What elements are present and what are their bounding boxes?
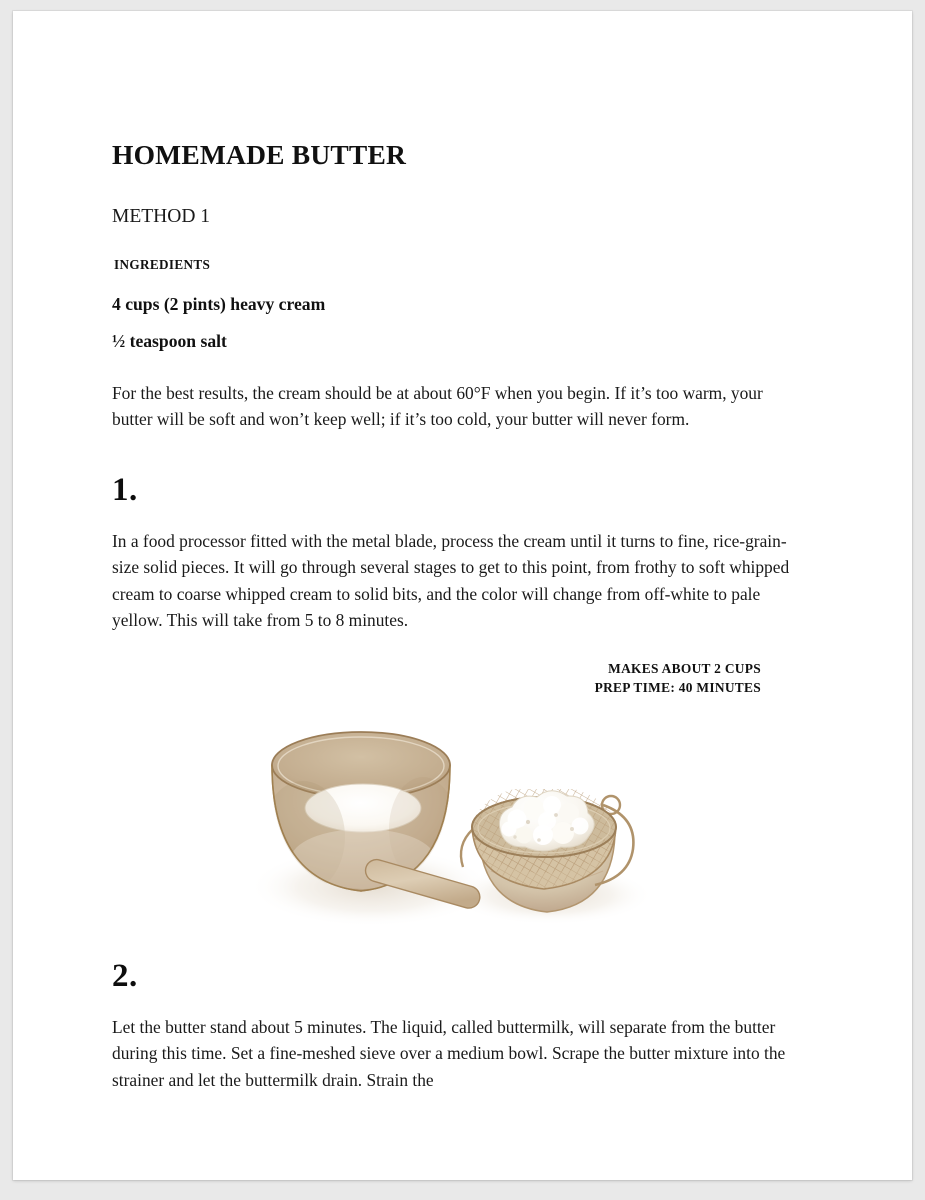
step-number: 1.	[112, 471, 138, 508]
step-text: In a food processor fitted with the metal blade, process the cream until it turns to fine, rice-grain-size solid pieces. It will go through several stages to get to this point, from frothy to soft whipped cream to coarse whipped cream to solid bits, and the color will change from off-white to pale yellow. This will take from 5 to 8 minutes.	[112, 530, 790, 631]
ingredient-item: 4 cups (2 pints) heavy cream	[112, 293, 326, 314]
yield-text: MAKES ABOUT 2 CUPS	[608, 660, 761, 676]
prep-time-text: PREP TIME: 40 MINUTES	[594, 679, 761, 695]
recipe-content	[112, 139, 809, 1093]
intro-note: For the best results, the cream should be at about 60°F when you begin. If it’s too warm, your butter will be soft and won’t keep well; if it’s too cold, your butter will never form.	[112, 382, 763, 430]
page-title: HOMEMADE BUTTER	[112, 139, 407, 170]
method-label: METHOD 1	[112, 205, 211, 227]
illustration-container	[112, 709, 809, 944]
recipe-step	[112, 471, 809, 634]
recipe-step	[112, 957, 809, 1093]
recipe-meta	[112, 659, 809, 697]
ingredient-item: ½ teaspoon salt	[112, 330, 227, 351]
ingredients-heading: INGREDIENTS	[114, 257, 211, 273]
recipe-page-sheet	[13, 11, 912, 1180]
step-text: Let the butter stand about 5 minutes. The liquid, called buttermilk, will separate from the butter during this time. Set a fine-meshed sieve over a medium bowl. Scrape the butter mixture into the strainer and let the buttermilk drain. Strain the	[112, 1016, 786, 1090]
step-number: 2.	[112, 957, 138, 994]
bowl-and-sieve-with-butter-curds-icon	[251, 709, 671, 944]
